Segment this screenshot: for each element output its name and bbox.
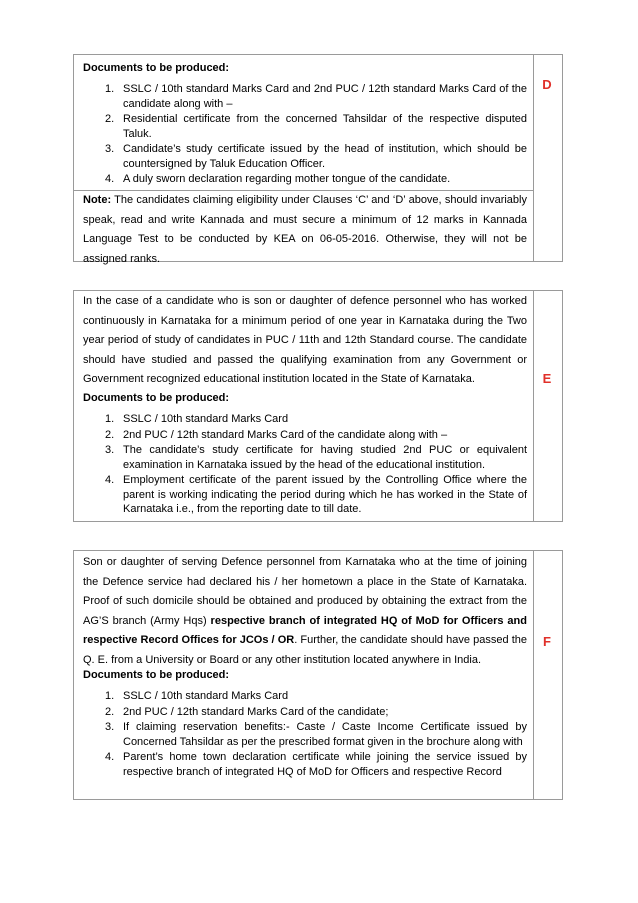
list-item: 2. Residential certificate from the concerned Tahsildar of the respective disputed Taluk. <box>105 113 527 140</box>
section-letter-f: F <box>543 634 551 649</box>
section-letter-d: D <box>542 77 552 92</box>
documents-heading: Documents to be produced: <box>83 62 230 74</box>
list-item: 2. 2nd PUC / 12th standard Marks Card of the candidate; <box>105 705 389 718</box>
intro-paragraph: In the case of a candidate who is son or daughter of defence personnel who has worked continuously in Karnataka for a minimum period of one year in Karnataka during the Two year period of study of candidates in PUC / 11th and 12th Standard course. The candidate should have studied and passed the qualifying examination from any Government or Government recognized educational institution located in the State of Karnataka. <box>83 295 527 385</box>
list-item: 1. SSLC / 10th standard Marks Card and 2nd PUC / 12th standard Marks Card of the candidate along with – <box>105 83 527 110</box>
list-item: 4. Parent’s home town declaration certificate while joining the service issued by respective branch of integrated HQ of MoD for Officers and respective Record <box>105 751 527 778</box>
section-letter-e: E <box>542 371 552 386</box>
list-item: 3. If claiming reservation benefits:- Caste / Caste Income Certificate issued by Concerned Tahsildar as per the prescribed format given in the brochure along with <box>105 721 527 748</box>
list-item: 1. SSLC / 10th standard Marks Card <box>105 413 289 425</box>
list-item: 2. 2nd PUC / 12th standard Marks Card of the candidate along with – <box>105 428 448 441</box>
section-f-documents <box>74 668 533 799</box>
documents-list <box>83 689 527 779</box>
section-f-content <box>74 551 534 799</box>
section-d-documents <box>74 55 533 190</box>
intro-bold-text: respective branch of integrated HQ of MoD for Officers and respective Record Offices for JCOs / OR <box>83 614 527 646</box>
section-d-note <box>74 190 533 265</box>
list-item: 1. SSLC / 10th standard Marks Card <box>105 690 289 702</box>
section-e-intro <box>74 291 533 391</box>
list-item: 4. Employment certificate of the parent issued by the Controlling Office where the parent is working indicating the period during which he has worked in the State of Karnataka i.e., from the reporting date to till date. <box>105 474 527 515</box>
documents-list <box>83 82 527 187</box>
section-e <box>73 290 563 522</box>
section-e-content <box>74 291 534 521</box>
documents-heading: Documents to be produced: <box>83 392 230 404</box>
documents-list <box>83 412 527 517</box>
note-paragraph <box>83 191 527 269</box>
section-d-content <box>74 55 534 265</box>
section-f <box>73 550 563 800</box>
list-item: 3. The candidate’s study certificate for having studied 2nd PUC or equivalent examination in Karnataka issued by the head of the educational institution. <box>105 444 527 471</box>
section-f-intro <box>74 551 533 668</box>
note-label: Note: <box>83 194 112 206</box>
documents-heading: Documents to be produced: <box>83 669 230 681</box>
section-d <box>73 54 563 265</box>
list-item: 3. Candidate’s study certificate issued by the head of institution, which should be countersigned by Taluk Education Officer. <box>105 143 527 170</box>
note-text: The candidates claiming eligibility under Clauses ‘C’ and ‘D’ above, should invariably speak, read and write Kannada and must secure a minimum of 12 marks in Kannada Language Test to be conducted by KEA on 06-05-2016. Otherwise, they will not be assigned ranks. <box>83 194 527 265</box>
list-item: 4. A duly sworn declaration regarding mother tongue of the candidate. <box>105 173 451 185</box>
intro-paragraph: Son or daughter of serving Defence personnel from Karnataka who at the time of joining the Defence service had declared his / her hometown a place in the State of Karnataka. Proof of such domicile should be obtained and produced by obtaining the extract from the AG’S branch (Army Hqs) respective branch of integrated HQ of MoD for Officers and respective Record Offices for JCOs / OR. Further, the candidate should have passed the Q. E. from a University or Board or any other institution located anywhere in India. <box>83 556 527 666</box>
section-e-documents <box>74 391 533 521</box>
